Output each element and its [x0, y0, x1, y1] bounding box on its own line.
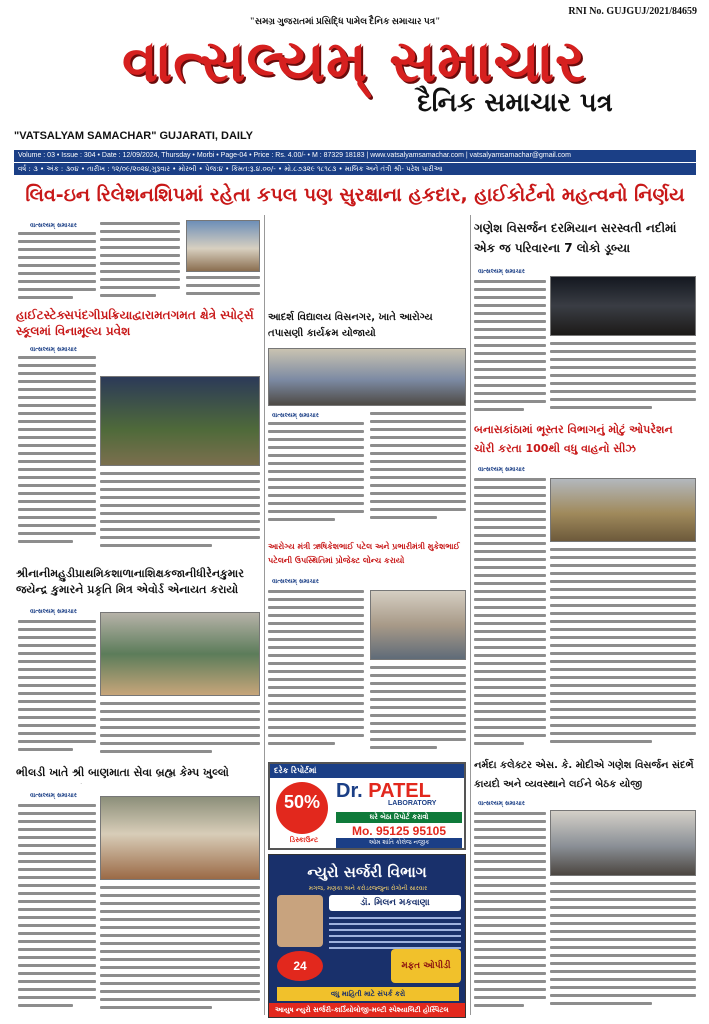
english-name: "VATSALYAM SAMACHAR" GUJARATI, DAILY: [14, 130, 254, 142]
article-text: [18, 356, 96, 556]
article-text: [370, 412, 466, 530]
article-text: [18, 232, 96, 304]
lab-word: LABORATORY: [388, 800, 437, 807]
collector-meeting-photo: [550, 810, 696, 876]
discount-badge: 50%: [276, 782, 328, 834]
article-text: [550, 342, 696, 416]
newspaper-title: વાત્સલ્યમ્ સમાચાર: [121, 27, 587, 95]
camp-photo: [100, 796, 260, 880]
story-headline: આદર્શ વિદ્યાલય વિસનગર, ખાતે આરોગ્ય તપાસણી કાર્યક્રમ યોજાયો: [268, 312, 433, 339]
newspaper-subtitle: દૈનિક સમાચાર પત્ર: [417, 88, 613, 118]
lab-brand: [336, 780, 462, 802]
neuro-surgery-ad[interactable]: [268, 854, 466, 1018]
article-text: [100, 222, 180, 304]
article-text: [474, 280, 546, 416]
article-text: [550, 882, 696, 1014]
article-text: [474, 812, 546, 1014]
article-text: [18, 620, 96, 760]
lab-brand-name: PATEL: [368, 780, 431, 802]
river-rescue-photo: [550, 276, 696, 336]
athletes-photo: [100, 376, 260, 466]
rni-number: RNI No. GUJGUJ/2021/84659: [568, 6, 697, 17]
story-headline: ગણેશ વિસર્જન દરમિયાન સરસ્વતી નદીમાં એક જ પરિવારના 7 લોકો ડૂબ્યા: [474, 221, 677, 255]
lab-address: ઓમ શાંતિ કોલેજ નજીક: [336, 838, 462, 848]
ad-title: ન્યુરો સર્જરી વિભાગ: [307, 863, 427, 881]
story-headline: બનાસકાંઠામાં ભૂસ્તર વિભાગનું મોટું ઓપરેશન ચોરી કરતા 100થી વધુ વાહનો સીઝ: [474, 423, 673, 455]
doctor-name: ડૉ. મિલન મકવાણા: [329, 895, 461, 911]
article-text: [268, 422, 364, 530]
seized-vehicles-photo: [550, 478, 696, 542]
story-headline: ભીલડી ખાતે શ્રી બાણમાતા સેવા બ્રહ્મ કેમ્પ ખુલ્લો: [16, 766, 229, 779]
tagline: "સમગ્ર ગુજરાતમાં પ્રસિદ્ધિ પામેલ દૈનિક સમાચાર પત્ર": [249, 16, 441, 26]
article-text: [550, 548, 696, 748]
article-text: [100, 886, 260, 1014]
byline: વાત્સલ્યમ્ સમાચાર: [272, 412, 319, 419]
article-text: [100, 472, 260, 558]
discount-label: ડિસ્કાઉન્ટ: [289, 836, 319, 844]
services-list: [329, 917, 461, 953]
article-text: [474, 478, 546, 748]
court-photo: [186, 220, 260, 272]
lead-headline: લિવ-ઇન રિલેશનશિપમાં રહેતા કપલ પણ સુરક્ષાના હકદાર, હાઈકોર્ટનો મહત્વનો નિર્ણય: [25, 184, 685, 206]
byline: વાત્સલ્યમ્ સમાચાર: [478, 466, 525, 473]
column-divider: [264, 215, 265, 1015]
byline: વાત્સલ્યમ્ સમાચાર: [30, 792, 77, 799]
hospital-name: આયુષ ન્યુરો સર્જરી-કાર્ડિયોલોજી-મલ્ટી સ્પેશ્યાલિટી હોસ્પિટલ: [269, 1003, 465, 1017]
article-text: [370, 666, 466, 756]
ad-subtitle: મગજ, મણકા અને કરોડરજ્જુના રોગોની સારવાર: [308, 885, 428, 892]
article-text: [100, 702, 260, 758]
article-text: [186, 276, 260, 304]
doctor-photo: [277, 895, 323, 947]
free-opd-badge: મફત ઓપીડી: [391, 949, 461, 983]
story-headline: શ્રીનાનીમહુડીપ્રાથમિકશાળાનાશિક્ષકજાનીધીરેનકુમાર જયેન્દ્ર કુમારને પ્રકૃતિ મિત્ર એવોર્ડ એનાયત કરાયો: [16, 567, 244, 596]
24x7-badge: 24: [277, 951, 323, 981]
lab-brand-prefix: Dr.: [336, 780, 363, 802]
byline: વાત્સલ્યમ્ સમાચાર: [30, 346, 77, 353]
story-headline: નર્મદા કલેક્ટર એસ. કે. મોદીએ ગણેશ વિસર્જન સંદર્ભે કાયદો અને વ્યવસ્થાને લઈને બેઠક યોજી: [474, 760, 694, 790]
home-report-tag: ઘરે બેઠા રિપોર્ટ કરાવો: [336, 812, 462, 823]
health-camp-photo: [268, 348, 466, 406]
issue-info-bar: Volume : 03 • Issue : 304 • Date : 12/09/2024, Thursday • Morbi • Page-04 • Price : Rs. 4.00/- • M : 87329 18183 | www.vatsalyamsamachar.com | vatsalyamsamachar@gmail.com: [14, 150, 696, 162]
byline: વાત્સલ્યમ્ સમાચાર: [272, 578, 319, 585]
contact-line[interactable]: વધુ માહિતી માટે સંપર્ક કરો: [277, 987, 459, 1001]
column-divider: [470, 215, 471, 1015]
byline: વાત્સલ્યમ્ સમાચાર: [478, 800, 525, 807]
issue-info-bar-gujarati: વર્ષ : ૩ • અંક : ૩૦૪ • તારીખ : ૧૨/૦૯/૨૦૨૪,ગુરૂવાર • મોરબી • પેજ:૪ • કિંમત:રૂ.૪.૦૦/- • મો.૮૭૩૨૯ ૧૮૧૮૩ • માલિક અને તંત્રી શ્રી- પરેશ પારીઆ: [14, 163, 696, 175]
ad-strip: દરેક રિપોર્ટમાં: [270, 764, 464, 778]
byline: વાત્સલ્યમ્ સમાચાર: [30, 608, 77, 615]
byline: વાત્સલ્યમ્ સમાચાર: [478, 268, 525, 275]
lab-phone[interactable]: Mo. 95125 95105: [351, 824, 447, 838]
meeting-photo: [370, 590, 466, 660]
story-headline: આરોગ્ય મંત્રી ઋષિકેશભાઈ પટેલ અને પ્રભારીમંત્રી મુકેશભાઈ પટેલની ઉપસ્થિતિમાં પ્રોજેક્ટ લોન્ચ કરાયો: [268, 542, 460, 565]
story-headline: હાઈટસ્ટેક્સપંદગીપ્રક્રિયાદ્વારામતગમત ક્ષેત્રે સ્પોર્ટ્સ સ્કૂલમાં વિનામૂલ્ય પ્રવેશ: [16, 308, 254, 338]
laboratory-ad[interactable]: [268, 762, 466, 850]
byline: વાત્સલ્યમ્ સમાચાર: [30, 222, 77, 229]
article-text: [18, 804, 96, 1014]
award-photo: [100, 612, 260, 696]
article-text: [268, 590, 364, 756]
